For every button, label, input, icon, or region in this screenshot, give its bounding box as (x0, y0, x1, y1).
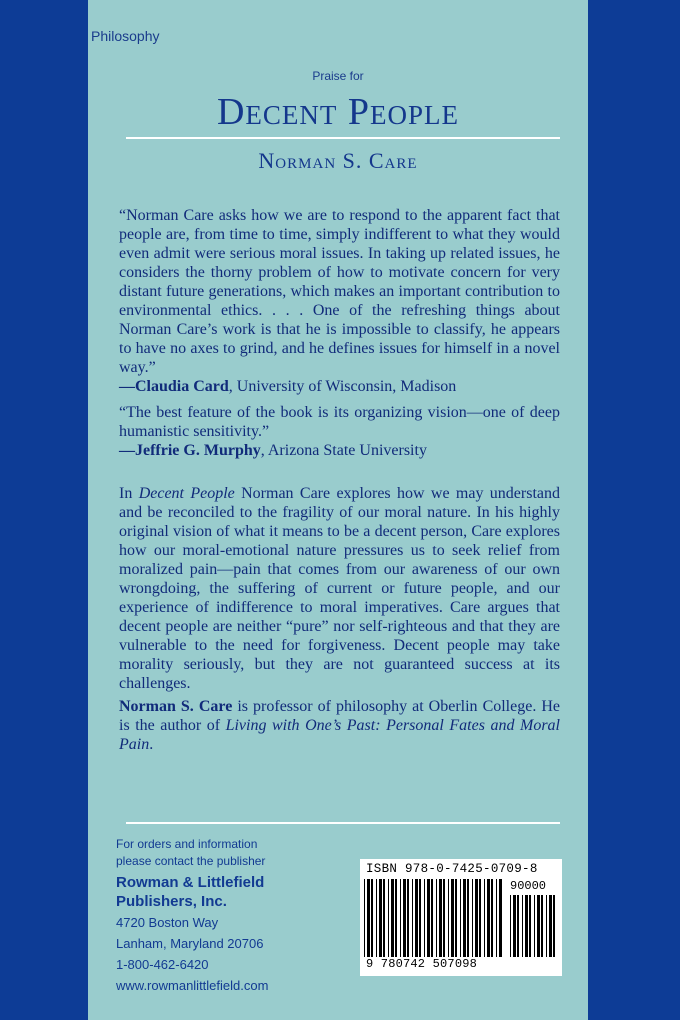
blurb-2-dash: — (119, 442, 135, 459)
orders-line-1: For orders and information (116, 837, 258, 851)
publisher-address (116, 912, 268, 996)
blurb-2-quote: “The best feature of the book is its organizing vision—one of deep humanistic sensitivity.” (119, 404, 560, 440)
barcode-bar (553, 895, 555, 957)
publisher-name (116, 873, 268, 911)
publisher-website: www.rowmanlittlefield.com (116, 978, 269, 993)
description-book-title: Decent People (138, 485, 235, 502)
barcode-number: 9 780742 507098 (366, 957, 478, 971)
barcode-bar (424, 879, 425, 957)
barcode-bar (448, 879, 449, 957)
barcode-bar (496, 879, 497, 957)
barcode-bar (427, 879, 430, 957)
barcode-bar (364, 879, 365, 957)
barcode-bar (541, 895, 543, 957)
barcode-bar (439, 879, 442, 957)
blurb-1-name: Claudia Card (135, 378, 229, 395)
description-paragraph (119, 484, 560, 693)
address-street: 4720 Boston Way (116, 915, 219, 930)
publisher-phone: 1-800-462-6420 (116, 957, 209, 972)
barcode-bar (451, 879, 454, 957)
barcode-bar (522, 895, 523, 957)
barcode-bar (510, 895, 511, 957)
barcode-bar (403, 879, 406, 957)
category-label: Philosophy (91, 28, 160, 44)
footer-divider (126, 822, 560, 824)
barcode-bar (525, 895, 528, 957)
book-description (119, 484, 560, 693)
barcode-bar (537, 895, 540, 957)
barcode-bar (546, 895, 547, 957)
address-city: Lanham, Maryland 20706 (116, 936, 264, 951)
barcode-bar (491, 879, 493, 957)
barcode-bar (472, 879, 473, 957)
barcode-bar (412, 879, 413, 957)
barcode-bar (383, 879, 385, 957)
barcode-bar (513, 895, 516, 957)
publisher-name-line-2: Publishers, Inc. (116, 893, 227, 910)
barcode-bar (379, 879, 382, 957)
title-divider (126, 137, 560, 139)
bio-author-name: Norman S. Care (119, 698, 233, 715)
barcode-bar (367, 879, 370, 957)
description-text: Norman Care explores how we may understand and be reconciled to the fragility of our moral nature. In his highly original vision of what it means to be a decent person, Care explores how our moral-emotional nature pressures us to seek relief from moralized pain—pain that comes from our awareness of our own wrongdoing, the suffering of current or future people, and our experience of indifference to moral imperatives. Care argues that decent people are neither “pure” nor self-righteous and that they are vulnerable to the need for forgiveness. Decent people may take morality seriously, but they are not guaranteed success at its challenges. (119, 485, 561, 692)
barcode-bar (460, 879, 461, 957)
barcode-bar (400, 879, 401, 957)
barcode-bar (549, 895, 552, 957)
barcode-bar (407, 879, 409, 957)
barcode-bar (529, 895, 531, 957)
barcode-bar (415, 879, 418, 957)
book-title: Decent People (216, 91, 460, 133)
bio-book-title: Living with One’s Past: Personal Fates and Moral Pain (119, 717, 560, 753)
barcode-bar (371, 879, 373, 957)
barcode-bar (419, 879, 421, 957)
barcode-bar (475, 879, 478, 957)
blurb-2-attribution (119, 441, 560, 460)
barcode-bar (463, 879, 466, 957)
blurb-2-name: Jeffrie G. Murphy (135, 442, 261, 459)
barcode-bars-addon (510, 895, 556, 957)
blurb-1-dash: — (119, 378, 135, 395)
right-border (588, 0, 680, 1020)
barcode-bar (467, 879, 469, 957)
barcode-bar (391, 879, 394, 957)
barcode-bar (517, 895, 519, 957)
barcode-bar (443, 879, 445, 957)
barcode-bar (388, 879, 389, 957)
barcode-bar (455, 879, 457, 957)
blurb-2-affiliation: , Arizona State University (260, 442, 427, 459)
barcode-bar (484, 879, 485, 957)
barcode-bars-main (364, 879, 504, 957)
left-border (0, 0, 88, 1020)
blurb-2 (119, 403, 560, 460)
author-name: Norman S. Care (258, 148, 418, 173)
publisher-name-line-1: Rowman & Littlefield (116, 874, 265, 891)
blurb-1 (119, 206, 560, 396)
barcode-bar (534, 895, 535, 957)
barcode-bar (487, 879, 490, 957)
isbn-barcode (360, 859, 562, 976)
blurb-1-affiliation: , University of Wisconsin, Madison (228, 378, 457, 395)
price-code: 90000 (510, 879, 547, 893)
blurb-1-quote: “Norman Care asks how we are to respond to the apparent fact that people are, from time to time, simply indifferent to what they would even admit were serious moral issues. In taking up related issues, he considers the thorny problem of how to motivate concern for very distant future generations, which makes an important contribution to environmental ethics. . . . One of the refreshing things about Norman Care’s work is that he is impossible to classify, he appears to have no axes to grind, and he defines issues for himself in a novel way.” (119, 207, 560, 376)
barcode-bar (376, 879, 377, 957)
barcode-bar (431, 879, 433, 957)
barcode-bar (436, 879, 437, 957)
bio-paragraph (119, 697, 560, 754)
bio-text: is professor of philosophy at Oberlin College. He is the author of (119, 698, 561, 734)
author-bio (119, 697, 560, 754)
barcode-bar (395, 879, 397, 957)
blurb-1-attribution (119, 377, 560, 396)
publisher-info (116, 836, 268, 996)
orders-line-2: please contact the publisher (116, 854, 266, 868)
back-cover (88, 0, 588, 1020)
description-prefix: In (119, 485, 139, 502)
barcode-bar (499, 879, 502, 957)
isbn-label: ISBN 978-0-7425-0709-8 (366, 862, 538, 876)
barcode-bar (479, 879, 481, 957)
bio-end: . (149, 736, 154, 753)
praise-for-label: Praise for (312, 69, 364, 83)
